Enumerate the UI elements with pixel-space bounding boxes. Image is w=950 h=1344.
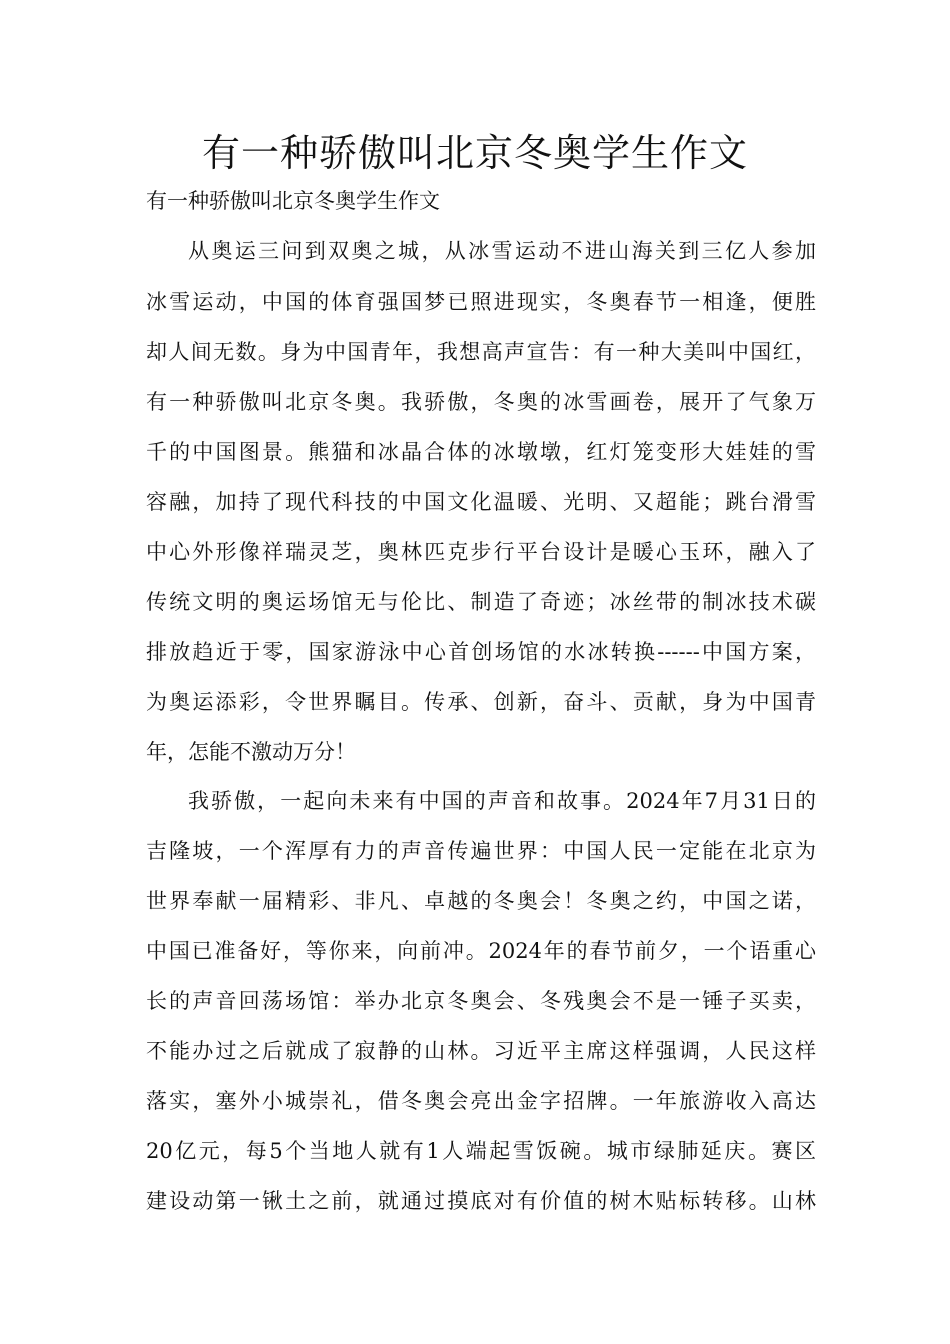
- text-line: 20亿元，每5个当地人就有1人端起雪饭碗。城市绿肺延庆。赛区: [146, 1139, 816, 1163]
- text-line: 年，怎能不激动万分！: [146, 740, 356, 764]
- text-line: 吉隆坡，一个浑厚有力的声音传遍世界：中国人民一定能在北京为: [146, 839, 816, 863]
- document-title: 有一种骄傲叫北京冬奥学生作文: [201, 131, 748, 175]
- text-line: 千的中国图景。熊猫和冰晶合体的冰墩墩，红灯笼变形大娃娃的雪: [146, 440, 816, 464]
- text-line: 有一种骄傲叫北京冬奥。我骄傲，冬奥的冰雪画卷，展开了气象万: [146, 390, 816, 414]
- text-line: 世界奉献一届精彩、非凡、卓越的冬奥会！冬奥之约，中国之诺，: [146, 889, 816, 913]
- text-line: 建设动第一锹土之前，就通过摸底对有价值的树木贴标转移。山林: [146, 1189, 816, 1213]
- text-line: 我骄傲，一起向未来有中国的声音和故事。2024年7月31日的: [188, 789, 816, 813]
- text-line: 中心外形像祥瑞灵芝，奥林匹克步行平台设计是暖心玉环，融入了: [146, 540, 816, 564]
- document-subtitle: 有一种骄傲叫北京冬奥学生作文: [146, 189, 440, 213]
- text-line: 冰雪运动，中国的体育强国梦已照进现实，冬奥春节一相逢，便胜: [146, 290, 816, 314]
- text-line: 落实，塞外小城崇礼，借冬奥会亮出金字招牌。一年旅游收入高达: [146, 1089, 816, 1113]
- text-line: 从奥运三问到双奥之城，从冰雪运动不进山海关到三亿人参加: [188, 239, 816, 263]
- text-line: 却人间无数。身为中国青年，我想高声宣告：有一种大美叫中国红，: [146, 340, 816, 364]
- text-line: 中国已准备好，等你来，向前冲。2024年的春节前夕，一个语重心: [146, 939, 816, 963]
- text-line: 容融，加持了现代科技的中国文化温暖、光明、又超能；跳台滑雪: [146, 490, 816, 514]
- text-line: 不能办过之后就成了寂静的山林。习近平主席这样强调，人民这样: [146, 1039, 816, 1063]
- text-line: 为奥运添彩，令世界瞩目。传承、创新，奋斗、贡献，身为中国青: [146, 690, 816, 714]
- text-line: 传统文明的奥运场馆无与伦比、制造了奇迹；冰丝带的制冰技术碳: [146, 590, 816, 614]
- text-line: 排放趋近于零，国家游泳中心首创场馆的水冰转换------中国方案，: [146, 640, 816, 664]
- text-line: 长的声音回荡场馆：举办北京冬奥会、冬残奥会不是一锤子买卖，: [146, 989, 816, 1013]
